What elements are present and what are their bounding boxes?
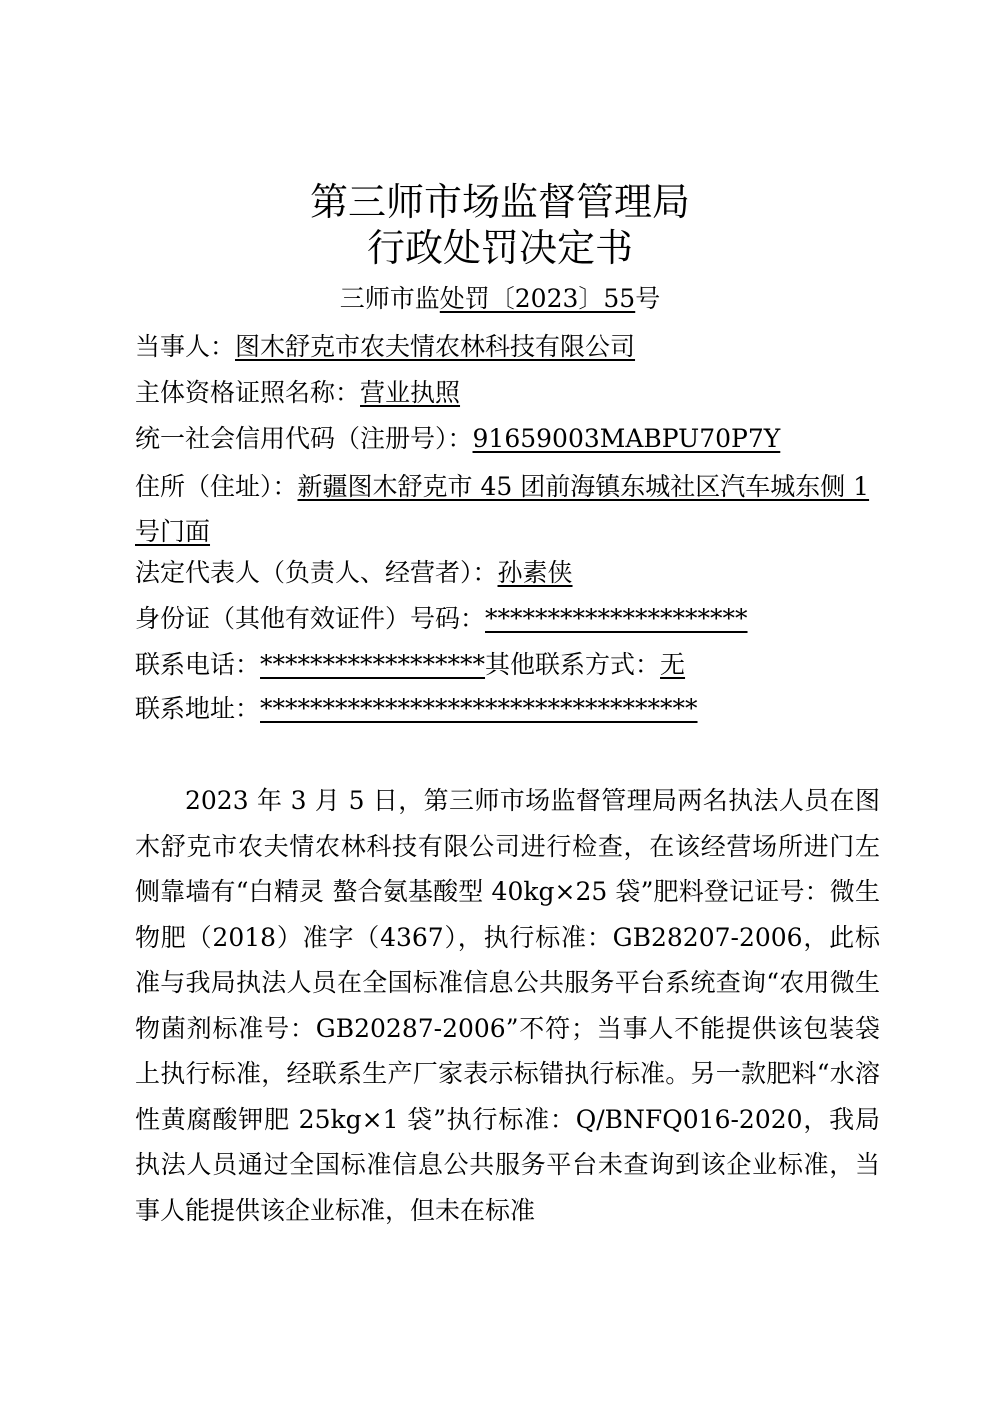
id-number-value: *********************: [485, 604, 748, 633]
contact-address-row: [135, 692, 880, 726]
party-value: 图木舒克市农夫情农林科技有限公司: [235, 332, 636, 361]
license-label: 主体资格证照名称：: [135, 378, 361, 407]
license-row: [135, 376, 880, 410]
address-row: [135, 464, 880, 554]
id-number-row: [135, 602, 880, 636]
address-value: 新疆图木舒克市 45 团前海镇东城社区汽车城东侧 1 号门面: [135, 472, 870, 546]
credit-code-value: 91659003MABPU70P7Y: [472, 424, 781, 453]
legal-rep-label: 法定代表人（负责人、经营者）：: [135, 558, 498, 587]
party-label: 当事人：: [135, 332, 236, 361]
license-value: 营业执照: [360, 378, 461, 407]
document-number-suffix: 号: [635, 284, 661, 313]
contact-address-label: 联系地址：: [135, 694, 261, 723]
id-number-label: 身份证（其他有效证件）号码：: [135, 604, 486, 633]
document-title-type: 行政处罚决定书: [366, 226, 633, 270]
document-title-agency: 第三师市场监督管理局: [309, 180, 690, 224]
phone-value: ******************: [260, 650, 486, 679]
credit-code-label: 统一社会信用代码（注册号）：: [135, 424, 473, 453]
phone-label: 联系电话：: [135, 650, 261, 679]
legal-rep-value: 孙素侠: [497, 558, 573, 587]
legal-rep-row: [135, 556, 880, 590]
other-contact-value: 无: [660, 650, 686, 679]
party-row: [135, 330, 880, 364]
other-contact-label: 其他联系方式：: [485, 650, 661, 679]
document-number: [0, 282, 1000, 316]
contact-address-value: ***********************************: [260, 694, 698, 723]
document-number-prefix: 三师市监: [339, 284, 440, 313]
case-facts-paragraph: 2023 年 3 月 5 日，第三师市场监督管理局两名执法人员在图木舒克市农夫情农林科技有限公司进行检查，在该经营场所进门左侧靠墙有“白精灵 螯合氨基酸型 40kg×25 袋”肥料登记证号：微生物肥（2018）准字（4367），执行标准：GB28207-2006，此标准与我局执法人员在全国标准信息公共服务平台系统查询“农用微生物菌剂标准号：GB20287-2006”不符；当事人不能提供该包装袋上执行标准，经联系生产厂家表示标错执行标准。另一款肥料“水溶性黄腐酸钾肥 25kg×1 袋”执行标准：Q/BNFQ016-2020，我局执法人员通过全国标准信息公共服务平台未查询到该企业标准，当事人能提供该企业标准，但未在标准: [135, 786, 880, 1225]
address-label: 住所（住址）：: [135, 472, 298, 501]
document-number-code: 处罚〔2023〕55: [439, 284, 636, 313]
phone-row: [135, 648, 880, 682]
credit-code-row: [135, 422, 880, 456]
